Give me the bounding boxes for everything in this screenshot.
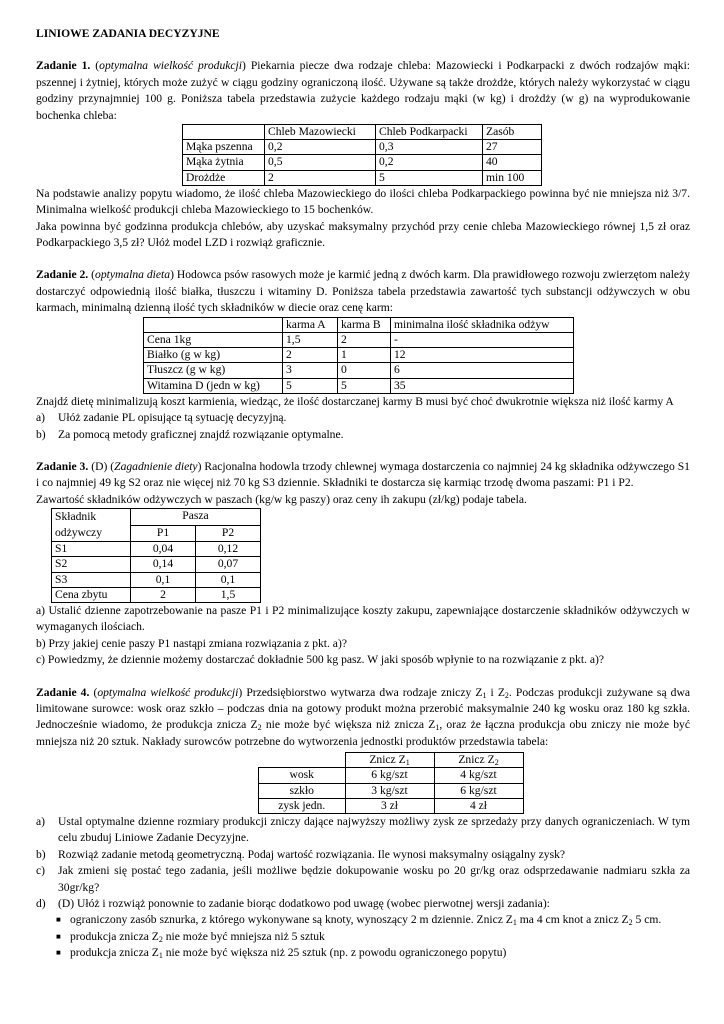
table-header-row: karma A karma B minimalna ilość składnika odżyw xyxy=(144,317,574,332)
task3-label: Zadanie 3. xyxy=(36,459,89,473)
list-item: b) Za pomocą metody graficznej znajdź rozwiązanie optymalne. xyxy=(36,427,344,441)
square-bullet-icon: ■ xyxy=(56,931,61,941)
task3-topic: Zagadnienie diety xyxy=(114,459,198,473)
list-item: a) Ułóż zadanie PL opisujące tą sytuację decyzyjną. xyxy=(36,411,287,425)
table-row: Witamina D (jedn w kg) 5 5 35 xyxy=(144,378,574,393)
task4-topic: optymalna wielkość produkcji xyxy=(97,685,239,699)
table-row: Tłuszcz (g w kg) 3 0 6 xyxy=(144,363,574,378)
square-bullet-icon: ■ xyxy=(56,948,61,958)
task3-table xyxy=(51,508,261,603)
task3-question-c: c) Powiedzmy, że dziennie możemy dostarczać dokładnie 500 kg pasz. W jaki sposób wpłynie to na rozwiązanie z pkt. a)? xyxy=(36,653,605,667)
bullet-item: ■ produkcja znicza $Z_2$ nie może być mniejsza niż 5 sztuk xyxy=(56,929,325,944)
table-row: Drożdże 2 5 min 100 xyxy=(183,170,542,185)
task2-intro: Zadanie 2. (optymalna dieta) Hodowca psów rasowych może je karmić jedną z dwóch karm. Dla prawidłowego rozwoju zwierzętom należy dostarczyć odpowiednią ilość białka, tłuszczu i witaminy D. Poniższa tabela przedstawia zawartość tych substancji odżywczych w obu karmach, minimalną dzienną ilość tych składników w diecie oraz cenę karm: xyxy=(36,268,691,315)
task1-intro: Zadanie 1. (optymalna wielkość produkcji) Piekarnia piecze dwa rodzaje chleba: Mazowiecki i Podkarpacki z dwóch rodzajów mąki: pszennej i żytniej, których może zużyć w ciągu godziny ograniczoną ilość. Używane są także drożdże, których należy wykorzystać w ciągu godziny przynajmniej 100 g. Poniższa tabela przedstawia zużycie każdego rodzaju mąki (w kg) i drożdży (w g) na wyprodukowanie bochenka chleba: xyxy=(36,59,691,122)
list-item: b) Rozwiąż zadanie metodą geometryczną. Podaj wartość rozwiązania. Ile wynosi maksymalny osiągalny zysk? xyxy=(36,847,566,861)
table-row: wosk 6 kg/szt 4 kg/szt xyxy=(259,768,524,783)
table-row: S2 0,14 0,07 xyxy=(52,557,261,572)
table-row: Cena zbytu 2 1,5 xyxy=(52,587,261,602)
list-item: c) Jak zmieni się postać tego zadania, jeśli możliwe będzie dokupowanie wosku po 20 gr/kg oraz odsprzedawanie nadmiaru szkła za 30gr/kg? xyxy=(36,864,690,894)
bullet-item: ■ produkcja znicza $Z_1$ nie może być większa niż 25 sztuk (np. z powodu ograniczonego popytu) xyxy=(56,946,507,961)
table-row: szkło 3 kg/szt 6 kg/szt xyxy=(259,783,524,798)
task2-goal: Znajdź dietę minimalizują koszt karmienia, wiedząc, że ilość dostarczanej karmy B musi być choć dwukrotnie większa niż ilość karmy A xyxy=(36,394,674,408)
task3-question-a: a) Ustalić dzienne zapotrzebowanie na pasze P1 i P2 minimalizujące koszty zakupu, zapewniające dostarczenie składników odżywczych w wymaganych ilościach. xyxy=(36,603,690,634)
list-item: d) (D) Ułóż i rozwiąż ponownie to zadanie biorąc dodatkowo pod uwagę (wobec pierwotnej wersji zadania): xyxy=(36,897,550,911)
table-row: Mąka pszenna 0,2 0,3 27 xyxy=(183,140,542,155)
task1-label: Zadanie 1. xyxy=(36,59,91,73)
task3-question-b: b) Przy jakiej cenie paszy P1 nastąpi zmiana rozwiązania z pkt. a)? xyxy=(36,636,347,650)
table-header-row: Znicz $Z_1$ Znicz $Z_2$ xyxy=(259,753,524,768)
bullet-item: ■ ograniczony zasób sznurka, z którego wykonywane są knoty, wynoszący 2 m dziennie. Znicz $Z_1$ ma 4 cm knot a znicz $Z_2$ 5 cm. xyxy=(56,913,662,928)
task1-table xyxy=(182,124,542,186)
table-row: Cena 1kg 1,5 2 - xyxy=(144,332,574,347)
table-row: Mąka żytnia 0,5 0,2 40 xyxy=(183,155,542,170)
table-row: S1 0,04 0,12 xyxy=(52,542,261,557)
document-page xyxy=(36,26,690,962)
document-title: LINIOWE ZADANIA DECYZYJNE xyxy=(36,27,220,40)
task4-intro: Zadanie 4. (optymalna wielkość produkcji) Przedsiębiorstwo wytwarza dwa rodzaje zniczy $Z_1$ i $Z_2$. Podczas produkcji zużywane są dwa limitowane surowce: wosk oraz szkło – podczas dnia na gotowy produkt można przerobić maksymalnie 240 kg wosku oraz 180 kg szkła. Jednocześnie wiadomo, że produkcja znicza $Z_2$ nie może być większa niż znicza $Z_1$, oraz że łączna produkcja obu zniczy nie może być mniejsza niż 20 sztuk. Nakłady surowców potrzebne do wytworzenia jednostki produktów przedstawia tabela: xyxy=(36,685,690,748)
task1-question: Jaka powinna być godzinna produkcja chlebów, aby uzyskać maksymalny przychód przy cenie chleba Mazowieckiego równej 1,5 zł oraz Podkarpackiego 3,5 zł? Ułóż model LZD i rozwiąż graficznie. xyxy=(36,219,690,250)
table-header-row: Chleb Mazowiecki Chleb Podkarpacki Zasób xyxy=(183,125,542,140)
table-header-row: P1 P2 xyxy=(52,525,261,542)
table-header-row: Składnik odżywczy Pasza xyxy=(52,509,261,526)
task2-topic: optymalna dieta xyxy=(95,268,171,282)
task3-intro: Zadanie 3. (D) (Zagadnienie diety) Racjonalna hodowla trzody chlewnej wymaga dostarczenia co najmniej 24 kg składnika odżywczego S1 i co najmniej 49 kg S2 oraz nie więcej niż 70 kg S3 dziennie. Składniki te dostarcza się karmiąc trzodę dwoma paszami: P1 i P2. xyxy=(36,459,690,490)
square-bullet-icon: ■ xyxy=(56,915,61,925)
task3-intro2: Zawartość składników odżywczych w paszach (kg/w kg paszy) oraz ceny ih zakupu (zł/kg) podaje tabela. xyxy=(36,492,527,506)
task4-table xyxy=(258,752,524,814)
task1-topic: optymalna wielkość produkcji xyxy=(99,59,242,73)
table-row: zysk jedn. 3 zł 4 zł xyxy=(259,798,524,813)
task2-table xyxy=(143,317,574,394)
task4-label: Zadanie 4. xyxy=(36,685,90,699)
list-item: a) Ustal optymalne dzienne rozmiary produkcji zniczy dające najwyższy możliwy zysk ze sprzedaży przy danych ograniczeniach. W tym celu zbuduj Liniowe Zadanie Decyzyjne. xyxy=(36,815,690,845)
table-row: Białko (g w kg) 2 1 12 xyxy=(144,348,574,363)
task1-constraints: Na podstawie analizy popytu wiadomo, że ilość chleba Mazowieckiego do ilości chleba Podkarpackiego powinna być nie mniejsza niż 3/7. Minimalna wielkość produkcji chleba Mazowieckiego to 15 bochenków. xyxy=(36,186,690,217)
table-row: S3 0,1 0,1 xyxy=(52,572,261,587)
task2-label: Zadanie 2. xyxy=(36,268,89,282)
